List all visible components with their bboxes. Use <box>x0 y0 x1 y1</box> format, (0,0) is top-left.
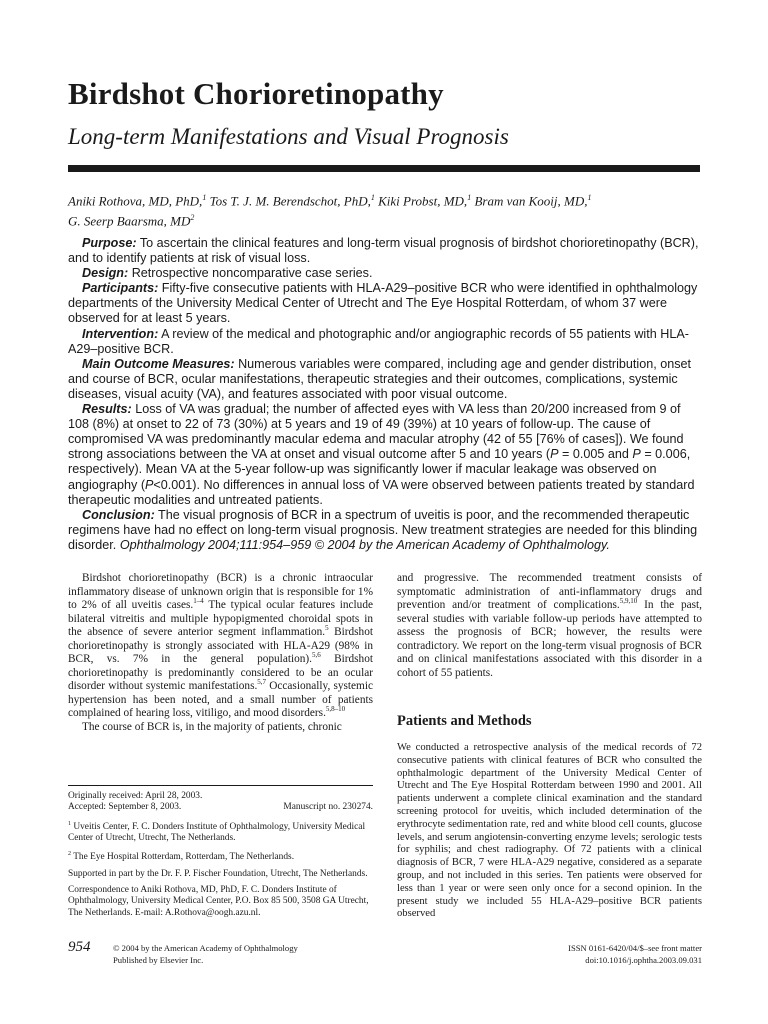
copyright-block <box>113 942 298 966</box>
abstract-purpose: Purpose: To ascertain the clinical features and long-term visual prognosis of birdshot chorioretinopathy (BCR), and to identify patients at risk of visual loss. <box>68 236 699 266</box>
section-heading: Patients and Methods <box>397 713 532 729</box>
manuscript-number: Manuscript no. 230274. <box>283 802 373 813</box>
body-paragraph: The course of BCR is, in the majority of patients, chronic <box>82 720 342 733</box>
body-paragraph: and progressive. The recommended treatment consists of symptomatic administration of anti-inflammatory drugs and prevention and/or treatment of complications.$^{5,9,10}$ In the past, several studies with variable follow-up periods have attempted to assess the prognosis of BCR; however, the results were contradictory. We report on the long-term visual prognosis of BCR and on clinical manifestations associated with this disorder in a cohort of 55 patients. <box>397 572 702 679</box>
journal-citation: Ophthalmology 2004;111:954–959 © 2004 by the American Academy of Ophthalmology. <box>119 537 610 552</box>
funding-note: Supported in part by the Dr. F. P. Fischer Foundation, Utrecht, The Netherlands. <box>68 868 368 879</box>
author-name: G. Seerp Baarsma, MD <box>68 213 191 229</box>
copyright-line: © 2004 by the American Academy of Ophthalmology <box>113 943 298 953</box>
footnotes <box>68 791 373 924</box>
correspondence-note: Correspondence to Aniki Rothova, MD, PhD, F. C. Donders Institute of Ophthalmology, University Medical Center, P.O. Box 85 500, 3508 GA Utrecht, The Netherlands. E-mail: A.Rothova@oogh.azu.nl. <box>68 885 369 918</box>
accepted-line <box>68 802 373 813</box>
citation-ref: 1–4 <box>193 597 204 606</box>
body-paragraph: Birdshot chorioretinopathy (BCR) is a chronic intraocular inflammatory disease of unknown origin that is responsible for 1% to 2% of all uveitis cases.$^{1-4}$ The typical ocular features include bilateral vitreitis and multiple hypopigmented choroidal spots in the absence of severe anterior segment inflammation.$^5$ Birdshot chorioretinopathy is strongly associated with HLA-A29 (98% in BCR, vs. 7% in the general population).$^{5,6}$ Birdshot chorioretinopathy is predominantly considered to be an ocular disorder without systemic manifestations.$^{5,7}$ Occasionally, systemic hypertension has been noted, and a small number of patients complained of hearing loss, vitiligo, and mood disorders.$^{5,8-10}$ <box>68 572 373 719</box>
affiliation-2: $^2$ The Eye Hospital Rotterdam, Rotterdam, The Netherlands. <box>68 851 295 863</box>
abstract-participants: Participants: Fifty-five consecutive patients with HLA-A29–positive BCR who were identified in ophthalmology departments of the University Medical Center of Utrecht and The Eye Hospital Rotterdam, of whom 37 were observed for at least 5 years. <box>68 281 698 326</box>
author-name: Bram van Kooij, MD, <box>474 193 588 209</box>
body-column-right <box>397 572 702 680</box>
abstract-outcome-measures: Main Outcome Measures: Numerous variables were compared, including age and gender distribution, onset and course of BCR, ocular manifestations, therapeutic strategies and their outcomes, complications, systemic diseases, visual acuity (VA), and features associated with poor visual outcome. <box>68 356 692 401</box>
methods-paragraph: We conducted a retrospective analysis of the medical records of 72 consecutive patients with clinical features of BCR who consulted the ophthalmologic department of the University Medical Center of Utrecht and The Eye Hospital Rotterdam between 1990 and 2001. All patients underwent a complete clinical examination and the standard screening protocol for uveitis, which included determination of the erythrocyte sedimentation rate, red and white blood cell counts, glucose levels, and serum angiotensin-converting enzyme levels; serologic tests for syphilis; and chest radiography. Of 72 patients with a clinical diagnosis of BCR, 7 were HLA-A29 negative, considered as a separate group, and not included in this series. Ten patients were observed for less than 1 year or were seen only once for a second opinion. In the present study we included 55 HLA-A29–positive BCR patients observed <box>397 742 702 920</box>
doi-line: doi:10.1016/j.ophtha.2003.09.031 <box>585 955 702 965</box>
title-divider <box>68 165 700 172</box>
abstract-conclusion: Conclusion: The visual prognosis of BCR in a spectrum of uveitis is poor, and the recommended therapeutic regimens have had no effect on long-term visual prognosis. New treatment strategies are needed for this blinding disorder. Ophthalmology 2004;111:954–959 © 2004 by the American Academy of Ophthalmology. <box>68 507 698 552</box>
citation-ref: 5,9,10 <box>619 597 638 606</box>
citation-ref: 5 <box>325 624 329 633</box>
abstract-intervention: Intervention: A review of the medical and photographic and/or angiographic records of 55 patients with HLA-A29–positive BCR. <box>68 326 689 356</box>
author-name: Aniki Rothova, MD, PhD, <box>68 193 203 209</box>
received-date: Originally received: April 28, 2003. <box>68 791 203 801</box>
article-title: Birdshot Chorioretinopathy <box>68 76 444 111</box>
author-name: Kiki Probst, MD, <box>378 193 468 209</box>
abstract-design: Design: Retrospective noncomparative case series. <box>82 266 373 281</box>
issn-line: ISSN 0161-6420/04/$–see front matter <box>568 943 702 953</box>
author-list: Aniki Rothova, MD, PhD,$^1$ Tos T. J. M. Berendschot, PhD,$^1$ Kiki Probst, MD,$^1$ Bram van Kooij, MD,$^1$ G. Seerp Baarsma, $MD^2$ <box>68 193 592 229</box>
issn-block <box>568 942 702 966</box>
body-column-left <box>68 572 373 734</box>
publisher-line: Published by Elsevier Inc. <box>113 955 204 965</box>
abstract-results: Results: Loss of VA was gradual; the number of affected eyes with VA less than 20/200 increased from 9 of 108 (8%) at onset to 22 of 73 (30%) at 5 years and 19 of 49 (39%) at 10 years of follow-up. The cause of compromised VA was predominantly macular edema and macular atrophy (42 of 55 [76% of cases]). We found strong associations between the VA at onset and visual outcome after 5 and 10 years (P = 0.005 and P = 0.006, respectively). Mean VA at the 5-year follow-up was significantly lower if macular leakage was observed on angiography (P<0.001). No differences in annual loss of VA were observed between patients treated by standard therapeutic modalities and untreated patients. <box>68 402 695 507</box>
citation-ref: 5,8–10 <box>325 705 346 714</box>
accepted-date: Accepted: September 8, 2003. <box>68 802 182 813</box>
abstract <box>68 236 702 553</box>
author-name: Tos T. J. M. Berendschot, PhD, <box>209 193 371 209</box>
article-subtitle: Long-term Manifestations and Visual Prognosis <box>68 124 509 149</box>
footnote-divider <box>68 785 373 786</box>
citation-ref: 5,6 <box>312 651 321 660</box>
affiliation-1: $^1$ Uveitis Center, F. C. Donders Institute of Ophthalmology, University Medical Center of Utrecht, Utrecht, The Netherlands. <box>68 820 366 844</box>
citation-ref: 5,7 <box>257 678 267 687</box>
page-number: 954 <box>68 939 91 955</box>
